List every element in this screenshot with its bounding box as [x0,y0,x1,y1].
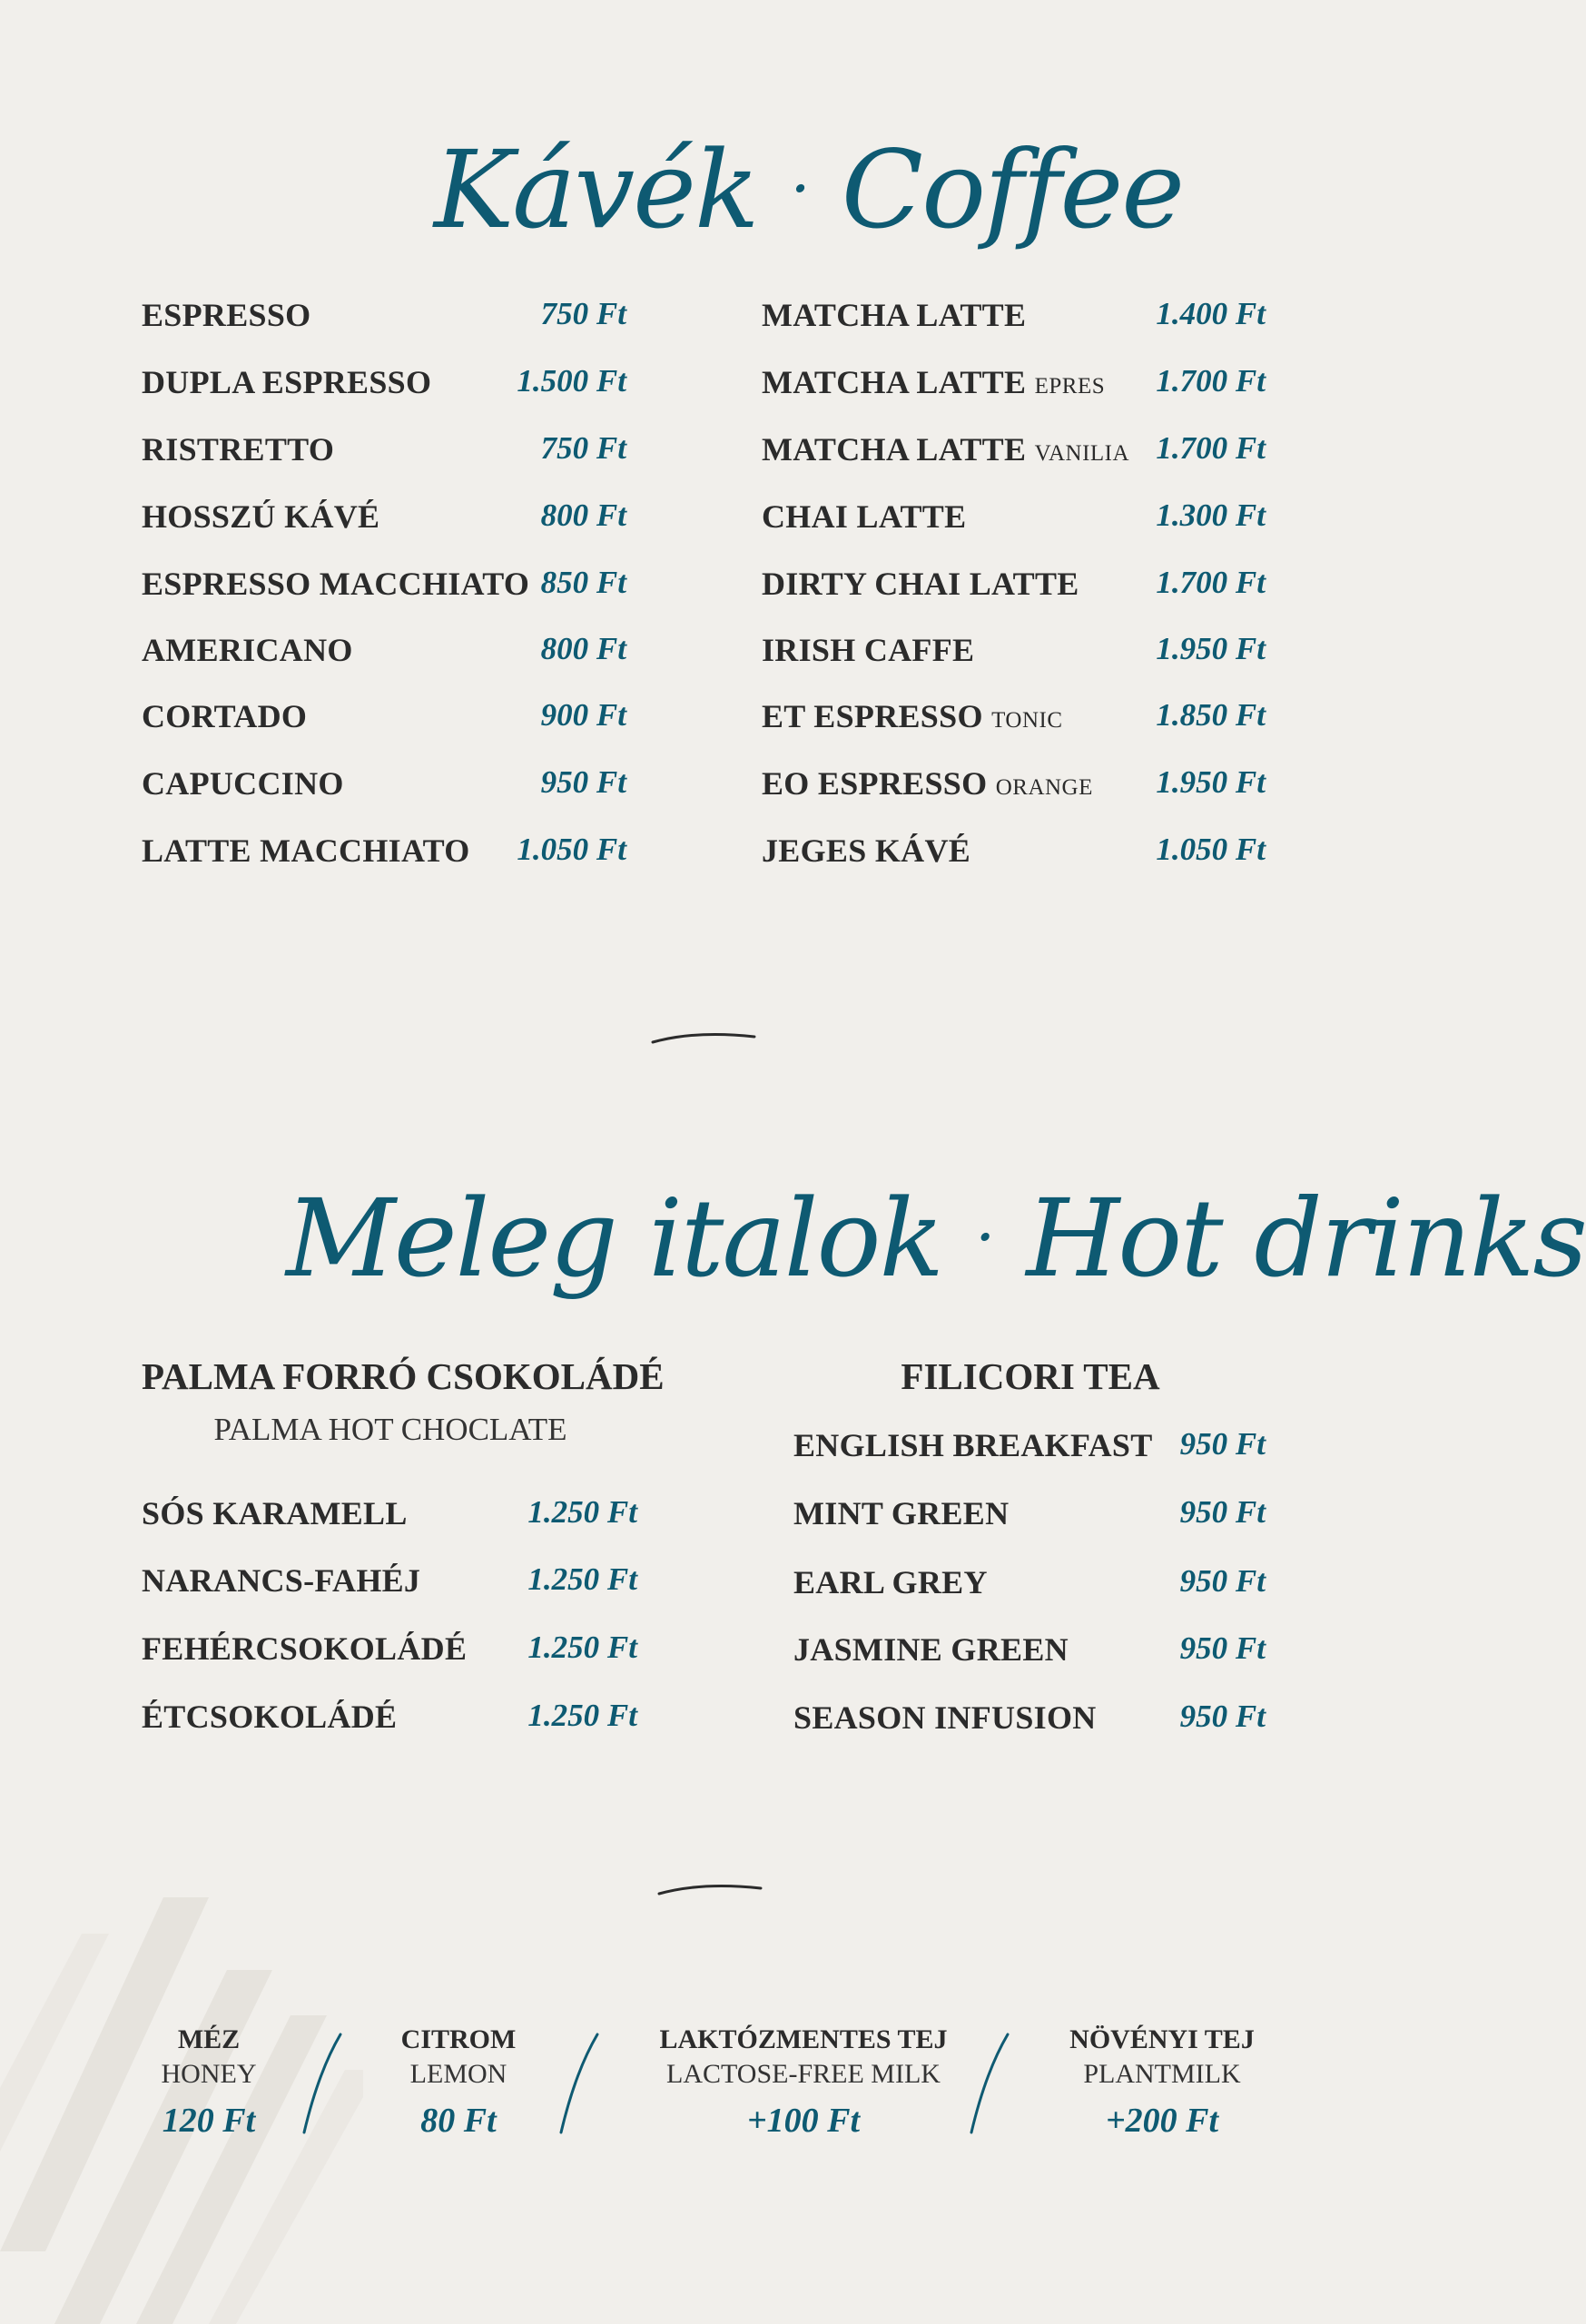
item-name: ET ESPRESSO TONIC [762,698,1063,734]
item-name: CAPUCCINO [142,765,344,802]
extra-price: 80 Ft [420,2102,497,2140]
item-name: ESPRESSO MACCHIATO [142,566,530,602]
item-variant: VANILIA [1034,441,1130,466]
item-name: EO ESPRESSO ORANGE [762,765,1093,802]
item-price: 1.050 Ft [1156,832,1266,867]
title-separator-dot: · [975,1200,994,1275]
coffee-title-hu: Kávék [434,127,758,252]
item-price: 1.400 Ft [1156,296,1266,331]
item-price: 850 Ft [540,565,626,600]
extra-name-en: LEMON [409,2059,507,2089]
list-item [142,1630,637,1675]
item-price: 1.250 Ft [527,1698,637,1733]
item-name: SEASON INFUSION [793,1699,1097,1736]
list-item [793,1426,1266,1472]
list-item [762,296,1266,341]
item-name: SÓS KARAMELL [142,1495,408,1531]
tea-list [793,1426,1266,1771]
list-item [762,631,1266,676]
item-price: 750 Ft [540,296,626,331]
coffee-left-column [142,296,626,869]
item-name: HOSSZÚ KÁVÉ [142,498,380,535]
list-item [142,1698,637,1743]
item-price: 1.250 Ft [527,1561,637,1597]
item-price: 1.850 Ft [1156,697,1266,733]
item-price: 1.950 Ft [1156,631,1266,666]
list-item [762,565,1266,610]
list-item [762,832,1266,877]
list-item [142,565,626,610]
list-item [762,764,1266,810]
extra-honey [127,2024,291,2141]
item-name: CORTADO [142,698,308,734]
item-name: DIRTY CHAI LATTE [762,566,1079,602]
item-price: 1.700 Ft [1156,430,1266,466]
item-variant: EPRES [1034,374,1106,399]
item-name: JEGES KÁVÉ [762,832,971,869]
extra-name-en: PLANTMILK [1083,2059,1241,2089]
item-name: RISTRETTO [142,431,335,468]
extra-lactose-free-milk [635,2024,971,2141]
list-item [142,497,626,543]
hot-drinks-title-en: Hot drinks [1026,1176,1586,1301]
list-item [793,1630,1266,1676]
list-item [762,363,1266,409]
item-name: NARANCS-FAHÉJ [142,1562,421,1599]
item-name: AMERICANO [142,632,353,668]
list-item [142,1561,637,1607]
coffee-title-en: Coffee [841,127,1184,252]
item-price: 950 Ft [1179,1699,1266,1734]
item-name: EARL GREY [793,1564,988,1600]
item-price: 950 Ft [540,764,626,800]
item-price: 1.700 Ft [1156,565,1266,600]
chocolate-heading: PALMA FORRÓ CSOKOLÁDÉ [142,1355,665,1397]
slash-separator [552,2029,606,2138]
item-name: ÉTCSOKOLÁDÉ [142,1699,398,1735]
extra-price: 120 Ft [162,2102,256,2140]
list-item [142,764,626,810]
item-name: MATCHA LATTE [762,297,1027,333]
slash-separator [962,2029,1017,2138]
list-item [142,697,626,743]
list-item [142,296,626,341]
item-name: ESPRESSO [142,297,311,333]
item-name: CHAI LATTE [762,498,967,535]
item-name: MINT GREEN [793,1495,1010,1531]
item-price: 1.500 Ft [517,363,626,399]
item-name: MATCHA LATTE VANILIA [762,431,1130,468]
item-variant: ORANGE [995,775,1093,800]
chocolate-subheading: PALMA HOT CHOCLATE [213,1412,567,1447]
extra-price: +100 Ft [746,2102,861,2140]
item-price: 1.250 Ft [527,1630,637,1665]
item-name: IRISH CAFFE [762,632,975,668]
coffee-right-column [762,296,1266,869]
extra-name-en: HONEY [161,2059,257,2089]
list-item [762,697,1266,743]
list-item [793,1563,1266,1609]
extra-name-hu: MÉZ [177,2024,241,2054]
extra-name-en: LACTOSE-FREE MILK [666,2059,941,2089]
extra-lemon [368,2024,549,2141]
coffee-title [434,127,1184,252]
item-price: 950 Ft [1179,1494,1266,1530]
extra-name-hu: NÖVÉNYI TEJ [1069,2024,1255,2054]
extra-name-hu: CITROM [400,2024,517,2054]
item-price: 1.300 Ft [1156,497,1266,533]
list-item [762,430,1266,476]
item-price: 800 Ft [540,631,626,666]
item-variant: TONIC [991,708,1063,733]
item-price: 750 Ft [540,430,626,466]
list-item [142,631,626,676]
tea-heading: FILICORI TEA [901,1355,1160,1397]
item-price: 1.700 Ft [1156,363,1266,399]
chocolate-list [142,1494,637,1767]
item-price: 950 Ft [1179,1630,1266,1666]
hot-drinks-title [286,1176,1586,1301]
hot-drinks-title-hu: Meleg italok [286,1176,943,1301]
list-item [793,1494,1266,1540]
item-name: DUPLA ESPRESSO [142,364,432,400]
list-item [142,363,626,409]
item-name: JASMINE GREEN [793,1631,1069,1668]
item-price: 1.250 Ft [527,1494,637,1530]
list-item [142,1494,637,1540]
list-item [762,497,1266,543]
item-price: 900 Ft [540,697,626,733]
list-item [142,430,626,476]
extra-plant-milk [1044,2024,1280,2141]
item-name: ENGLISH BREAKFAST [793,1427,1153,1463]
extra-name-hu: LAKTÓZMENTES TEJ [659,2024,948,2054]
item-price: 950 Ft [1179,1563,1266,1599]
title-separator-dot: · [790,152,809,226]
extra-price: +200 Ft [1105,2102,1219,2140]
item-price: 950 Ft [1179,1426,1266,1462]
swash-divider [649,1026,758,1048]
item-name: FEHÉRCSOKOLÁDÉ [142,1630,468,1667]
list-item [142,832,626,877]
item-price: 1.050 Ft [517,832,626,867]
item-name: LATTE MACCHIATO [142,832,470,869]
slash-separator [295,2029,350,2138]
item-price: 800 Ft [540,497,626,533]
swash-divider [655,1877,764,1899]
item-price: 1.950 Ft [1156,764,1266,800]
list-item [793,1699,1266,1744]
item-name: MATCHA LATTE EPRES [762,364,1106,400]
